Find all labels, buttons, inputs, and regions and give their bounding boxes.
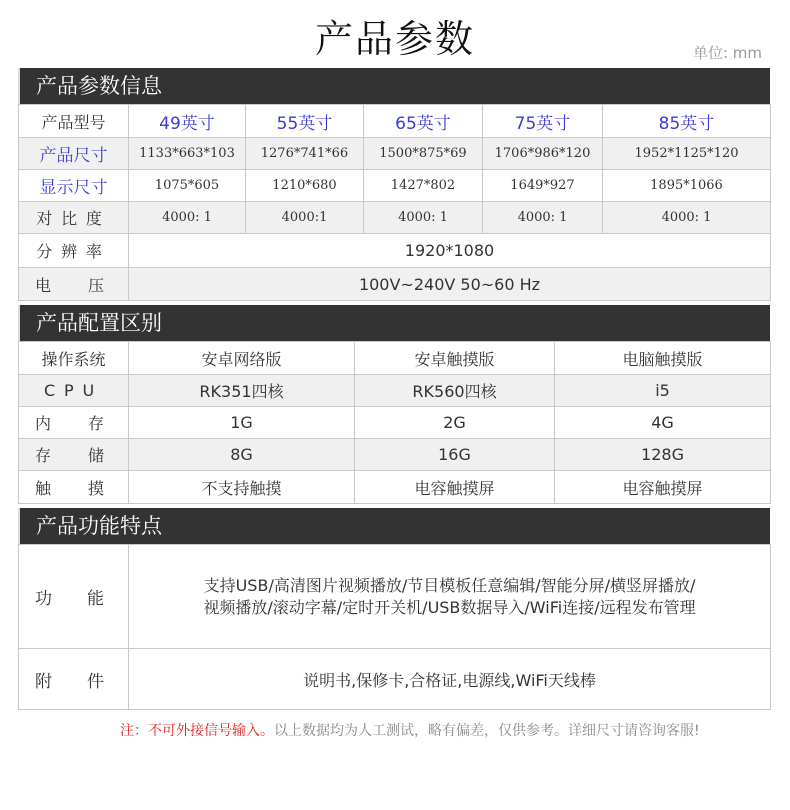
cpu-cell: i5	[555, 375, 771, 407]
os-label: 操作系统	[19, 342, 129, 375]
features-table	[18, 544, 771, 710]
voltage-label	[19, 273, 128, 296]
table-row	[19, 138, 771, 170]
os-cell: 安卓网络版	[129, 342, 355, 375]
ram-label-cell	[19, 407, 129, 439]
accessory-label	[19, 667, 128, 692]
section-header-params: 产品参数信息	[18, 68, 770, 104]
cpu-label: CPU	[19, 375, 129, 407]
contrast-cell: 4000: 1	[483, 202, 603, 234]
params-panel	[18, 68, 770, 301]
table-row	[19, 268, 771, 301]
touch-cell: 不支持触摸	[129, 471, 355, 504]
touch-label-cell	[19, 471, 129, 504]
accessory-label-cell	[19, 649, 129, 710]
label-char: 触	[35, 478, 52, 498]
table-row	[19, 407, 771, 439]
ram-cell: 4G	[555, 407, 771, 439]
size-cell: 1276*741*66	[246, 138, 364, 170]
os-cell: 电脑触摸版	[555, 342, 771, 375]
display-cell: 1075*605	[129, 170, 246, 202]
function-line-2: 视频播放/滚动字幕/定时开关机/USB数据导入/WiFi连接/远程发布管理	[203, 597, 696, 617]
storage-cell: 16G	[355, 439, 555, 471]
section-header-features: 产品功能特点	[18, 508, 770, 544]
function-line-1: 支持USB/高清图片视频播放/节目模板任意编辑/智能分屏/横竖屏播放/	[203, 575, 696, 595]
size-cell: 1952*1125*120	[603, 138, 771, 170]
label-char: 存	[35, 446, 52, 465]
label-char: 内	[35, 414, 52, 433]
label-char: 摸	[87, 478, 104, 498]
voltage-label-cell	[19, 268, 129, 301]
display-cell: 1895*1066	[603, 170, 771, 202]
function-label	[19, 584, 128, 609]
config-panel	[18, 305, 770, 504]
table-row	[19, 471, 771, 504]
size-label: 产品尺寸	[19, 138, 129, 170]
label-char: 能	[87, 589, 104, 609]
storage-label	[19, 443, 128, 466]
storage-cell: 128G	[555, 439, 771, 471]
unit-label: 单位: mm	[692, 44, 762, 62]
model-label: 产品型号	[19, 105, 129, 138]
size-cell: 1133*663*103	[129, 138, 246, 170]
table-row	[19, 439, 771, 471]
os-cell: 安卓触摸版	[355, 342, 555, 375]
model-cell: 75英寸	[483, 105, 603, 138]
label-char: 存	[87, 414, 104, 433]
ram-cell: 2G	[355, 407, 555, 439]
voltage-value: 100V~240V 50~60 Hz	[129, 268, 771, 301]
contrast-cell: 4000: 1	[364, 202, 483, 234]
touch-cell: 电容触摸屏	[555, 471, 771, 504]
model-cell: 65英寸	[364, 105, 483, 138]
label-char: 附	[35, 671, 52, 692]
table-row	[19, 545, 771, 649]
model-cell: 55英寸	[246, 105, 364, 138]
table-row	[19, 105, 771, 138]
contrast-cell: 4000: 1	[129, 202, 246, 234]
table-row	[19, 170, 771, 202]
table-row	[19, 234, 771, 268]
contrast-cell: 4000:1	[246, 202, 364, 234]
contrast-label: 对比度	[19, 202, 129, 234]
model-cell: 49英寸	[129, 105, 246, 138]
table-row	[19, 342, 771, 375]
function-value	[129, 545, 771, 649]
label-char: 功	[35, 589, 52, 609]
storage-label-cell	[19, 439, 129, 471]
ram-cell: 1G	[129, 407, 355, 439]
ram-label	[19, 411, 128, 434]
params-table	[18, 104, 771, 301]
touch-label	[19, 476, 128, 499]
display-cell: 1649*927	[483, 170, 603, 202]
model-cell: 85英寸	[603, 105, 771, 138]
display-cell: 1210*680	[246, 170, 364, 202]
storage-cell: 8G	[129, 439, 355, 471]
size-cell: 1706*986*120	[483, 138, 603, 170]
cpu-cell: RK560四核	[355, 375, 555, 407]
section-header-config: 产品配置区别	[18, 305, 770, 341]
footnote-warning: 注：不可外接信号输入。	[120, 723, 274, 739]
config-table	[18, 341, 771, 504]
footnote	[120, 720, 700, 740]
resolution-label: 分辨率	[19, 234, 129, 268]
table-row	[19, 202, 771, 234]
cpu-cell: RK351四核	[129, 375, 355, 407]
page-title: 产品参数	[314, 17, 475, 61]
size-cell: 1500*875*69	[364, 138, 483, 170]
table-row	[19, 375, 771, 407]
touch-cell: 电容触摸屏	[355, 471, 555, 504]
table-row	[19, 649, 771, 710]
accessory-value: 说明书,保修卡,合格证,电源线,WiFi天线棒	[129, 649, 771, 710]
footnote-text: 以上数据均为人工测试，略有偏差，仅供参考。详细尺寸请咨询客服!	[274, 723, 700, 739]
display-cell: 1427*802	[364, 170, 483, 202]
label-char: 件	[87, 671, 104, 692]
display-label: 显示尺寸	[19, 170, 129, 202]
label-char: 压	[87, 275, 104, 295]
label-char: 电	[35, 275, 52, 295]
contrast-cell: 4000: 1	[603, 202, 771, 234]
resolution-value: 1920*1080	[129, 234, 771, 268]
features-panel	[18, 508, 770, 710]
label-char: 储	[87, 446, 104, 465]
function-label-cell	[19, 545, 129, 649]
